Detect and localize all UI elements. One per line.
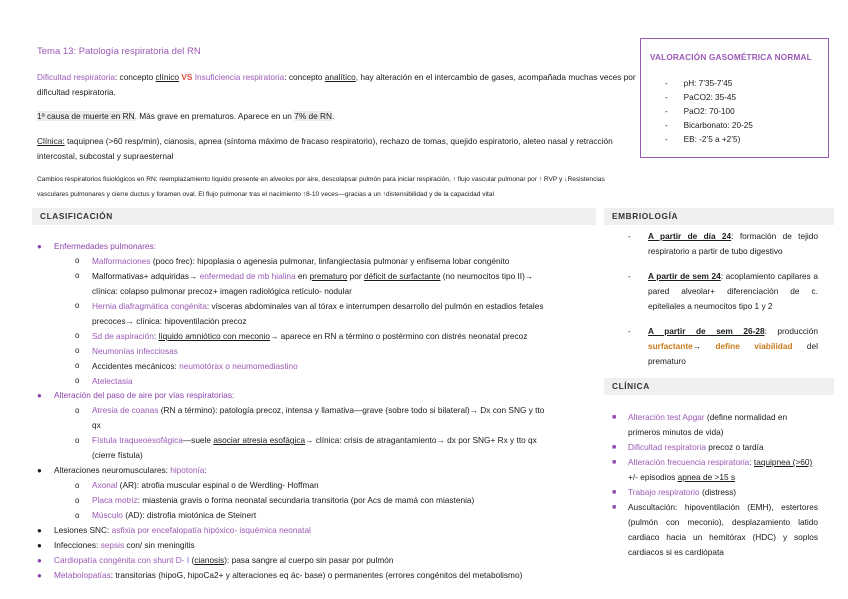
text: : transitorias (hipoG, hipoCa2+ y alteraciones eq ác- base) o permanentes (errores congénitos del metabolismo): [110, 570, 523, 580]
term: taquipnea (>60): [753, 457, 813, 467]
text: : formación de tejido respiratorio a partir de tubo digestivo: [648, 231, 818, 256]
term: Metabolopatías: [54, 570, 111, 580]
highlight-causa: 1ª causa de muerte en RN: [37, 111, 135, 121]
intro-paragraph: [37, 70, 637, 100]
list-item: - Bicarbonato: 20-25: [665, 121, 753, 130]
text: :: [749, 457, 754, 467]
text: +/- episodios: [628, 472, 678, 482]
circle-bullet-icon: o: [75, 511, 80, 520]
clinica-paragraph: [37, 134, 637, 164]
text: : concepto: [114, 72, 156, 82]
term: A partir de sem 24: [648, 271, 721, 281]
term: Alteración frecuencia respiratoria: [628, 457, 750, 467]
list-item: [92, 478, 319, 493]
term: Fístula traqueoesofágica: [92, 435, 183, 445]
square-bullet-icon: ■: [612, 459, 617, 466]
list-item: Neumonías infecciosas: [92, 346, 178, 356]
term: surfactante: [648, 341, 693, 351]
text: (no neumocitos tipo II)→: [440, 271, 534, 281]
dash-bullet-icon: -: [628, 272, 631, 281]
term: Malformaciones: [92, 256, 151, 266]
list-item: [92, 299, 544, 314]
square-bullet-icon: ■: [612, 414, 617, 421]
list-item: [92, 359, 298, 374]
list-item: [92, 329, 527, 344]
list-item: [54, 463, 207, 478]
list-item: [54, 568, 522, 583]
term: Hernia diafragmática congénita: [92, 301, 207, 311]
term: A partir de día 24: [648, 231, 732, 241]
bullet-icon: ●: [37, 526, 42, 535]
text: : miastenia gravis o forma neonatal secundaria transitoria (por Acs de mamá con miastenia): [137, 495, 475, 505]
list-item: [54, 553, 393, 568]
circle-bullet-icon: o: [75, 301, 80, 310]
gasometria-title: VALORACIÓN GASOMÉTRICA NORMAL: [650, 53, 812, 62]
term: define viabilidad: [715, 341, 793, 351]
text: , hay alteración en el intercambio de gases, acompañada muchas veces por dificultad respiratoria.: [37, 72, 636, 97]
term: neumotórax o neumomediastino: [179, 361, 298, 371]
cambios-paragraph: Cambios respiratorios fisiológicos en RN: reemplazamiento líquido presente en alveolos por aire, descolapsar pulmón para iniciar respiración, ↑ flujo vascular pulmonar por ↑ RVP y ↓Resistencias vasculares pulmonares y cierre ductus y foramen oval. El flujo pulmonar tras el nacimiento ↑8-10 veces—gracias a un ↑distensibilidad y de la capacidad vital: [37, 176, 605, 198]
list-item: Alteración del paso de aire por vías respiratorias:: [54, 390, 235, 400]
term: Alteración test Apgar: [628, 412, 705, 422]
square-bullet-icon: ■: [612, 489, 617, 496]
list-item-cont: precoces→ clínica: hipoventilación precoz: [92, 316, 247, 326]
list-item: [54, 538, 195, 553]
text: Alteraciones neuromusculares:: [54, 465, 171, 475]
circle-bullet-icon: o: [75, 361, 80, 370]
text: (distress): [699, 487, 737, 497]
list-item: [628, 440, 820, 455]
page-title: Tema 13: Patología respiratoria del RN: [37, 46, 201, 57]
list-item: [92, 269, 533, 284]
clinica-header: CLÍNICA: [604, 378, 834, 395]
text: (AD): distrofia miotónica de Steinert: [122, 510, 257, 520]
term-analitico: analítico: [324, 72, 356, 82]
list-item-cont: (cierre fístula): [92, 450, 143, 460]
term: Placa motriz: [92, 495, 138, 505]
text: Lesiones SNC:: [54, 525, 112, 535]
text: →: [692, 341, 716, 351]
circle-bullet-icon: o: [75, 406, 80, 415]
list-item: - PaO2: 70-100: [665, 107, 735, 116]
text: :: [204, 465, 207, 475]
term-insuficiencia: Insuficiencia respiratoria: [194, 72, 285, 82]
text: : vísceras abdominales van al tórax e interrumpen desarrollo del pulmón en estadios fetales: [206, 301, 544, 311]
text: : acoplamiento capilares a pared alveolar+ diferenciación de c. epiteliales a neumocitos tipo 1 y 2: [648, 271, 818, 311]
text: (define normalidad en primeros minutos de vida): [628, 412, 788, 437]
text: :: [153, 331, 159, 341]
text: Malformativas+ adquiridas→: [92, 271, 200, 281]
bullet-icon: ●: [37, 556, 42, 565]
bullet-icon: ●: [37, 391, 42, 400]
term: Atresia de coanas: [92, 405, 159, 415]
bullet-icon: ●: [37, 541, 42, 550]
term-clinico: clínico: [155, 72, 180, 82]
term: Sd de aspiración: [92, 331, 154, 341]
list-item: [54, 523, 311, 538]
term: líquido amniótico con meconio: [158, 331, 271, 341]
text: → clínica: crisis de atragantamiento→ dx por SNG+ Rx y tto qx: [305, 435, 537, 445]
circle-bullet-icon: o: [75, 331, 80, 340]
value: Bicarbonato: 20-25: [683, 121, 753, 130]
text: → aparece en RN a término o postérmino con distrés neonatal precoz: [270, 331, 528, 341]
term: hipotonía: [170, 465, 205, 475]
text: (poco frec): hipoplasia o agenesia pulmonar, linfangiectasia pulmonar y enfisema lobar congénito: [150, 256, 510, 266]
term: prematuro: [309, 271, 348, 281]
clinica-label: Clínica:: [37, 136, 65, 146]
text: (RN a término): patología precoz, intensa y llamativa—grave (sobre todo si bilateral)→ Dx con SNG y tto: [158, 405, 545, 415]
list-item: [648, 324, 818, 369]
list-item: [92, 433, 537, 448]
circle-bullet-icon: o: [75, 376, 80, 385]
dash-bullet-icon: -: [628, 327, 631, 336]
text: : concepto: [284, 72, 325, 82]
list-item: [92, 493, 474, 508]
list-item: - pH: 7’35-7’45: [665, 79, 733, 88]
text: taquipnea (>60 resp/min), cianosis, apnea (síntoma máximo de fracaso respiratorio), rechazo de tomas, quejido espiratorio, aleteo nasal y retracción intercostal, subcostal y supraesternal: [37, 136, 613, 161]
term: cianosis: [194, 555, 225, 565]
text: (: [189, 555, 195, 565]
term: Cardiopatía congénita con shunt D- I: [54, 555, 190, 565]
list-item: Enfermedades pulmonares:: [54, 241, 156, 251]
dash-bullet-icon: -: [628, 232, 631, 241]
list-item-cont: clínica: colapso pulmonar precoz+ imagen radiológica retículo- nodular: [92, 286, 352, 296]
list-item-cont: qx: [92, 420, 101, 430]
list-item: [628, 485, 820, 500]
term: Dificultad respiratoria: [628, 442, 706, 452]
value: PaCO2: 35-45: [683, 93, 736, 102]
list-item: [648, 269, 818, 314]
circle-bullet-icon: o: [75, 346, 80, 355]
circle-bullet-icon: o: [75, 436, 80, 445]
mortality-paragraph: [37, 109, 637, 124]
term: enfermedad de mb hialina: [199, 271, 296, 281]
list-item: [92, 254, 509, 269]
list-item: Atelectasia: [92, 376, 133, 386]
text: .: [332, 111, 335, 121]
list-item: Auscultación: hipoventilación (EMH), estertores (pulmón con meconio), desplazamiento latido cardiaco hacia un hemitórax (HDC) y soplos cardiacos si es cardiópata: [628, 502, 818, 557]
term: Trabajo respiratorio: [628, 487, 700, 497]
term: asociar atresia esofágica: [213, 435, 306, 445]
list-item: - PaCO2: 35-45: [665, 93, 736, 102]
text: con/ sin meningitis: [124, 540, 195, 550]
value: EB: -2’5 a +2’5): [683, 135, 741, 144]
text: —suele: [182, 435, 214, 445]
circle-bullet-icon: o: [75, 496, 80, 505]
vs-label: VS: [179, 72, 195, 82]
text: ): pasa sangre al cuerpo sin pasar por pulmón: [224, 555, 394, 565]
list-item: [628, 455, 822, 485]
square-bullet-icon: ■: [612, 444, 617, 451]
list-item: - EB: -2’5 a +2’5): [665, 135, 741, 144]
text: . Más grave en prematuros. Aparece en un: [134, 111, 295, 121]
list-item: [92, 403, 544, 418]
list-item: [92, 508, 256, 523]
list-item: [648, 229, 818, 259]
term: asfixia por encefalopatía hipóxico- isquémica neonatal: [111, 525, 311, 535]
circle-bullet-icon: o: [75, 481, 80, 490]
term: Axonal: [92, 480, 118, 490]
term: déficit de surfactante: [363, 271, 441, 281]
term: Músculo: [92, 510, 123, 520]
text: precoz o tardía: [705, 442, 764, 452]
circle-bullet-icon: o: [75, 271, 80, 280]
bullet-icon: ●: [37, 242, 42, 251]
circle-bullet-icon: o: [75, 256, 80, 265]
value: pH: 7’35-7’45: [683, 79, 733, 88]
term: A partir de sem 26-28: [648, 326, 765, 336]
term: apnea de >15 s: [677, 472, 736, 482]
clasificacion-header: CLASIFICACIÓN: [32, 208, 596, 225]
text: en: [295, 271, 310, 281]
text: Infecciones:: [54, 540, 101, 550]
term: sepsis: [100, 540, 125, 550]
list-item: [628, 410, 820, 440]
value: PaO2: 70-100: [683, 107, 735, 116]
embriologia-header: EMBRIOLOGÍA: [604, 208, 834, 225]
text: Accidentes mecánicos:: [92, 361, 180, 371]
highlight-percent: 7% de RN: [294, 111, 333, 121]
term-dificultad: Dificultad respiratoria: [37, 72, 115, 82]
text: por: [347, 271, 364, 281]
bullet-icon: ●: [37, 571, 42, 580]
text: del prematuro: [648, 341, 818, 366]
bullet-icon: ●: [37, 466, 42, 475]
text: (AR): atrofia muscular espinal o de Werdling- Hoffman: [117, 480, 319, 490]
square-bullet-icon: ■: [612, 504, 617, 511]
text: : producción: [764, 326, 818, 336]
